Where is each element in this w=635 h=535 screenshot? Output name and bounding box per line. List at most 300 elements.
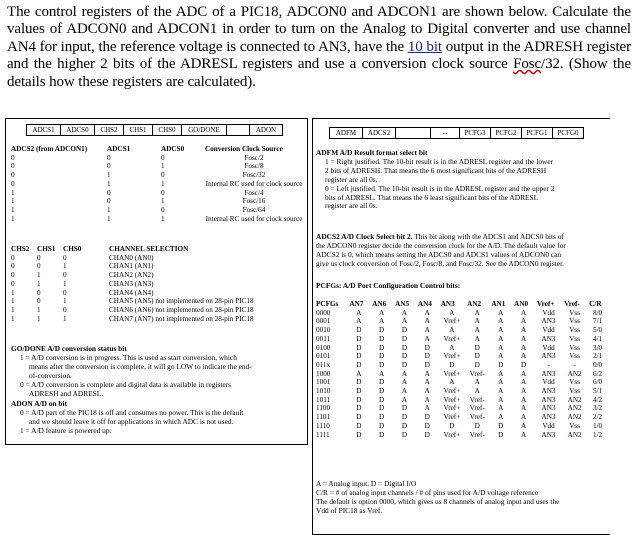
adcon1-bit-3: PCFG3 [460, 128, 491, 138]
pcfg-table-row-an0: A [520, 413, 527, 422]
channel-table-row [9, 271, 305, 280]
pcfg-table-row-cr: 1/0 [592, 421, 603, 430]
pcfg-table-row-vref-plus: AN3 [541, 317, 556, 326]
pcfg-table-row-an6: D [379, 404, 385, 413]
pcfg-table-row-vref-minus: AN2 [567, 369, 582, 378]
pcfg-table-row-an3: Vref+ [443, 317, 461, 326]
pcfg-table-row-an7: D [356, 352, 362, 361]
notes-line-3: The default is option 0000, which gives us 8 channels of analog input and uses the [316, 496, 560, 506]
clock-table-row-adcs0: 1 [161, 179, 165, 188]
pcfg-table-row-pcfgs: 1011 [316, 395, 331, 404]
adcs2-line-2: the ADCON0 register decide the conversion clock for the A/D. The default value for [316, 240, 566, 250]
question-fosc-misspelled: Fosc [513, 56, 542, 73]
pcfg-table-row-an5: D [401, 430, 408, 439]
pcfg-table-row-an1: D [498, 421, 504, 430]
godone-line-5: ADRESH and ADRESL. [29, 388, 104, 398]
adcon1-bit-1: PCFG1 [522, 128, 553, 138]
pcfg-table-row-an7: D [356, 334, 362, 343]
pcfg-table-row [314, 378, 608, 387]
clock-table-row-adcs1: 0 [107, 153, 111, 162]
channel-table-row-selection: CHAN6 (AN6) not implemented on 28-pin PIC18 [109, 305, 254, 314]
clock-table-row-adcs0: 1 [161, 197, 165, 206]
pcfg-table-row-an4: A [424, 387, 430, 396]
pcfg-col-an7: AN7 [349, 300, 364, 308]
adfm-description [316, 149, 606, 211]
adon-line-3: 1 = A/D feature is powered up. [20, 425, 112, 435]
adfm-line-3: register are all 0s. [325, 174, 378, 184]
pcfg-table-row-an1: A [498, 352, 504, 361]
pcfg-table-row-vref-plus: AN3 [541, 430, 556, 439]
pcfg-table-row-an1: D [498, 360, 504, 369]
pcfg-table-row-pcfgs: 011x [316, 360, 331, 369]
clock-table-row-source: Fosc/64 [242, 205, 266, 214]
pcfg-table-row-an7: D [356, 404, 362, 413]
pcfg-table-row [314, 352, 608, 361]
adcs2-line-3: ADCS2 is 0, which means setting the ADCS0 and ADCS1 values of ADCON0 can [316, 249, 562, 259]
clock-table-row-adcs2: 0 [11, 162, 15, 171]
pcfg-col-an4: AN4 [417, 300, 432, 308]
adcon0-bit-6: ADCS0 [61, 125, 95, 135]
adcon1-bit-7: ADFM [330, 128, 363, 138]
channel-table-row [9, 306, 305, 315]
pcfg-table-row-an6: D [379, 360, 385, 369]
pcfg-table-row-an1: A [498, 387, 504, 396]
clock-table-row-adcs0: 0 [161, 153, 165, 162]
pcfg-table-row-an1: A [498, 413, 504, 422]
channel-table-row-chs1: 1 [37, 279, 41, 288]
pcfg-table-row-an6: D [379, 378, 385, 387]
pcfg-table-row-an5: D [401, 404, 408, 413]
pcfg-table-row-an2: D [474, 352, 480, 361]
pcfg-table-row-vref-minus: Vss [569, 308, 581, 317]
pcfg-table-row-an2: Vref- [469, 395, 485, 404]
clock-table-row-adcs1: 1 [107, 214, 111, 223]
pcfg-table-row-an1: A [498, 395, 504, 404]
pcfg-table-row [314, 317, 608, 326]
pcfg-table-row-an4: D [424, 430, 430, 439]
pcfg-table-row-an0: A [520, 395, 527, 404]
pcfg-table-row-an1: A [498, 369, 504, 378]
clock-table-row [9, 197, 305, 206]
pcfg-table-row-an0: A [520, 421, 527, 430]
channel-table-row-chs0: 1 [63, 314, 67, 323]
pcfg-table-row-an4: A [424, 395, 430, 404]
pcfg-table-row [314, 413, 608, 422]
clock-col-source: Conversion Clock Source [205, 145, 283, 153]
pcfg-table-row-an5: D [401, 413, 408, 422]
pcfg-table-row-vref-plus: - [547, 360, 550, 369]
clock-table-row-source: Internal RC used for clock source [205, 214, 303, 223]
clock-table-row-adcs2: 0 [11, 171, 15, 180]
pcfg-table-row-cr: 3/2 [592, 404, 603, 413]
pcfg-table-row-an7: D [356, 395, 362, 404]
pcfg-table-row-pcfgs: 1100 [316, 404, 331, 413]
clock-table-row-adcs0: 1 [161, 214, 165, 223]
pcfg-table-row [314, 344, 608, 353]
godone-line-3: of-conversion. [29, 370, 72, 380]
channel-table-row-chs0: 0 [63, 253, 67, 262]
pcfg-table-row-cr: 3/0 [592, 343, 603, 352]
channel-table-row-chs2: 0 [11, 253, 15, 262]
clock-table-row-adcs0: 1 [161, 162, 165, 171]
pcfg-table-row-vref-minus: Vss [569, 352, 581, 361]
pcfg-table-row-cr: 2/2 [592, 413, 603, 422]
pcfg-table-row-an3: A [449, 343, 455, 352]
adcon0-bit-1 [227, 125, 250, 135]
pcfg-table-row-an7: D [356, 430, 362, 439]
pcfg-table-row-an3: A [449, 308, 455, 317]
channel-table-row-chs2: 1 [11, 314, 15, 323]
pcfg-table-row-an6: D [379, 326, 385, 335]
pcfg-table-row-pcfgs: 0101 [316, 352, 331, 361]
channel-table-row [9, 289, 305, 298]
clock-table-row-source: Fosc/4 [244, 188, 264, 197]
channel-col-selection: CHANNEL SELECTION [109, 245, 189, 253]
pcfg-table-row-cr: 6/2 [592, 369, 603, 378]
pcfg-table-row-an6: A [379, 369, 385, 378]
pcfg-table-row-an4: A [424, 317, 430, 326]
pcfg-table-row [314, 326, 608, 335]
pcfg-table-row-vref-plus: AN3 [541, 369, 556, 378]
pcfg-table-row-vref-minus: Vss [569, 334, 581, 343]
pcfg-table-row-an7: D [356, 421, 362, 430]
pcfg-table-row-an2: Vref- [469, 369, 485, 378]
pcfg-table-row-an5: D [401, 334, 408, 343]
pcfg-table-row-cr: 8/0 [592, 308, 603, 317]
channel-table-row-chs1: 1 [37, 314, 41, 323]
pcfg-table-row-vref-minus: Vss [569, 421, 581, 430]
pcfg-table-row-an1: A [498, 317, 504, 326]
channel-table-row-selection: CHAN2 (AN2) [109, 271, 154, 280]
channel-table-row-selection: CHAN5 (AN5) not implemented on 28-pin PIC18 [109, 297, 254, 306]
clock-table-row-source: Fosc/2 [244, 153, 264, 162]
pcfg-table-row-an6: A [379, 308, 385, 317]
pcfg-table-row [314, 431, 608, 440]
channel-table-row [9, 262, 305, 271]
pcfg-table-row-vref-plus: AN3 [541, 352, 556, 361]
pcfg-table-row [314, 387, 608, 396]
pcfg-table-row-an4: D [424, 352, 430, 361]
clock-table-row [9, 154, 305, 163]
pcfg-table-row-an2: A [474, 387, 480, 396]
pcfg-table-row-cr: 6/0 [592, 378, 603, 387]
pcfg-table-row [314, 309, 608, 318]
pcfg-table-row-an5: A [401, 378, 408, 387]
pcfg-table-row-an3: Vref+ [443, 430, 461, 439]
clock-table-row-adcs1: 1 [107, 171, 111, 180]
pcfg-table-row-an0: A [520, 369, 527, 378]
pcfg-table-row-vref-minus: - [573, 360, 576, 369]
adcon1-register-bits [329, 127, 584, 139]
pcfg-table-row-an3: D [449, 360, 455, 369]
channel-table-row-chs2: 0 [11, 271, 15, 280]
channel-col-chs2: CHS2 [11, 245, 30, 253]
pcfg-table-row-an3: D [449, 421, 455, 430]
adcon0-bit-4: CHS1 [124, 125, 153, 135]
pcfg-table-row-an4: D [424, 343, 430, 352]
pcfg-table-row-an0: A [520, 430, 527, 439]
pcfg-table-row [314, 335, 608, 344]
clock-col-adcs2: ADCS2 (from ADCON1) [11, 145, 88, 153]
pcfg-table-row-an3: Vref+ [443, 352, 461, 361]
pcfg-table-row-an2: A [474, 326, 480, 335]
pcfg-table-row-an1: A [498, 308, 504, 317]
channel-table-row-selection: CHAN7 (AN7) not implemented on 28-pin PIC18 [109, 314, 254, 323]
pcfg-table-row-an5: D [401, 343, 408, 352]
pcfg-table-row [314, 422, 608, 431]
pcfg-table-row-an5: A [401, 308, 408, 317]
channel-table-row [9, 297, 305, 306]
pcfg-table-row-cr: 4/1 [592, 334, 603, 343]
pcfg-table-row-an1: A [498, 404, 504, 413]
adcon1-bit-6: ADCS2 [363, 128, 396, 138]
adfm-line-4: 0 = Left justified. The 10-bit result is in the ADRESL register and the upper 2 [325, 183, 555, 193]
pcfg-table-row-vref-plus: Vdd [542, 421, 555, 430]
adon-line-1: 0 = A/D part of the PIC18 is off and consumes no power. This is the default [20, 407, 244, 417]
clock-table-row-adcs2: 1 [11, 205, 15, 214]
clock-table-row [9, 162, 305, 171]
pcfg-table-row-an4: A [424, 326, 430, 335]
pcfg-col-vref-plus: Vref+ [536, 300, 555, 308]
pcfg-table-row-vref-minus: AN2 [567, 404, 582, 413]
pcfg-table-row-an7: A [356, 317, 362, 326]
pcfg-table-row-an6: D [379, 421, 385, 430]
pcfg-table-row-an0: D [520, 360, 527, 369]
adcs2-description [316, 233, 606, 269]
channel-table-row-chs1: 0 [37, 297, 41, 306]
adfm-line-1: 1 = Right justified. The 10-bit result is in the ADRESL register and the lower [325, 156, 554, 166]
pcfg-title: PCFGs: A/D Port Configuration Control bits: [316, 281, 461, 290]
clock-table-row-adcs0: 0 [161, 205, 165, 214]
adcon1-bit-4: -- [431, 128, 460, 138]
pcfg-table-row-cr: 5/1 [592, 387, 603, 396]
pcfg-table-row-an5: A [401, 369, 408, 378]
pcfg-table-row-an0: A [520, 326, 527, 335]
clock-table-row [9, 215, 305, 224]
adcon0-register-bits [26, 124, 283, 136]
pcfg-table-row-an2: A [474, 308, 480, 317]
pcfg-table-row-pcfgs: 0011 [316, 334, 331, 343]
channel-col-chs0: CHS0 [63, 245, 82, 253]
clock-table-row [9, 189, 305, 198]
pcfg-table-row-an3: Vref+ [443, 334, 461, 343]
adcon0-bit-5: CHS2 [95, 125, 124, 135]
adon-line-2: and we should leave it off for applications in which ADC is not used. [29, 416, 234, 426]
channel-table-row-chs2: 1 [11, 288, 15, 297]
channel-table-row-chs0: 0 [63, 288, 67, 297]
clock-table-row [9, 206, 305, 215]
notes-line-1: A = Analog input, D = Digital I/O [316, 479, 417, 488]
pcfg-table-row-vref-plus: AN3 [541, 413, 556, 422]
pcfg-table-row-an6: A [379, 317, 385, 326]
pcfg-table-row-an3: Vref+ [443, 413, 461, 422]
pcfg-table-row-an6: D [379, 387, 385, 396]
clock-table-row-adcs1: 0 [107, 197, 111, 206]
channel-selection-table [9, 245, 305, 323]
pcfg-table-row-an5: D [401, 421, 408, 430]
adcon0-bit-3: CHS0 [153, 125, 182, 135]
adcon1-bit-2: PCFG2 [491, 128, 522, 138]
pcfg-table-row-cr: 0/0 [592, 360, 603, 369]
adfm-line-2: 2 bits of ADRESH. That means the 6 most significant bits of the ADRESH [325, 165, 547, 175]
pcfg-table-row-an4: A [424, 369, 430, 378]
pcfg-table-row-an7: D [356, 326, 362, 335]
adcs2-line-4: give us clock conversion of Fosc/2, Fosc/8, and Fosc/32. See the ADCON0 register. [316, 258, 564, 268]
pcfg-table-row-an4: D [424, 360, 430, 369]
clock-table-row [9, 180, 305, 189]
pcfg-table-row-an2: A [474, 378, 480, 387]
channel-table-row [9, 254, 305, 263]
pcfg-table-row-an7: D [356, 387, 362, 396]
clock-table-row-adcs2: 1 [11, 214, 15, 223]
pcfg-table-row-an5: D [401, 326, 408, 335]
channel-table-row-chs0: 1 [63, 297, 67, 306]
clock-table-row-source: Fosc/8 [244, 162, 264, 171]
clock-table-row-adcs1: 1 [107, 179, 111, 188]
channel-table-row [9, 280, 305, 289]
pcfg-table-row-an0: A [520, 308, 527, 317]
clock-table-row-adcs2: 1 [11, 188, 15, 197]
pcfg-table-row-an0: A [520, 317, 527, 326]
pcfg-table-row-pcfgs: 1001 [316, 378, 331, 387]
channel-table-row-chs2: 0 [11, 262, 15, 271]
pcfg-table-row-an2: A [474, 317, 480, 326]
pcfg-table-row-vref-minus: AN2 [567, 430, 582, 439]
pcfg-table-row-an2: A [474, 334, 480, 343]
pcfg-table-row-pcfgs: 0000 [316, 308, 331, 317]
pcfg-table-row-an2: D [474, 360, 480, 369]
channel-table-row-chs2: 1 [11, 297, 15, 306]
pcfg-table-row-vref-plus: Vdd [542, 378, 555, 387]
pcfg-table-row-an0: A [520, 404, 527, 413]
pcfg-table-row-an1: D [498, 430, 504, 439]
pcfg-table-row-an4: A [424, 334, 430, 343]
pcfg-table-row-an3: Vref+ [443, 369, 461, 378]
adon-title: ADON A/D on bit [11, 399, 68, 408]
pcfg-table-row-vref-minus: Vss [569, 317, 581, 326]
adcon0-bit-7: ADCS1 [27, 125, 61, 135]
pcfg-table-row-an1: A [498, 343, 504, 352]
pcfg-table [314, 300, 608, 439]
question-underlined-10bit: 10 bit [407, 38, 442, 55]
channel-table-row-selection: CHAN0 (AN0) [109, 253, 154, 262]
pcfg-table-row-an4: A [424, 378, 430, 387]
pcfg-table-row-pcfgs: 0100 [316, 343, 331, 352]
clock-table-header [9, 145, 305, 154]
pcfg-table-row-an7: D [356, 413, 362, 422]
pcfg-table-row-an4: A [424, 404, 430, 413]
godone-line-1: 1 = A/D conversion is in progress. This is used as start conversion, which [20, 352, 237, 362]
pcfg-table-row-an0: A [520, 334, 527, 343]
channel-table-row-chs0: 0 [63, 271, 67, 280]
pcfg-table-row-pcfgs: 1110 [316, 421, 330, 430]
channel-table-row-chs1: 1 [37, 271, 41, 280]
pcfg-col-an1: AN1 [491, 300, 506, 308]
pcfg-table-row-an3: Vref+ [443, 387, 461, 396]
godone-description [11, 345, 303, 398]
pcfg-col-an0: AN0 [514, 300, 529, 308]
godone-line-4: 0 = A/D conversion is complete and digital data is available in registers [20, 379, 232, 389]
pcfg-table-row-an3: Vref+ [443, 395, 461, 404]
pcfg-table-row-vref-plus: AN3 [541, 404, 556, 413]
adcon1-bit-5 [396, 128, 431, 138]
pcfg-table-row-an0: A [520, 387, 527, 396]
clock-table-row-adcs2: 0 [11, 179, 15, 188]
pcfg-table-header [314, 300, 608, 309]
adcon0-panel [5, 118, 308, 445]
pcfg-table-row-an1: A [498, 334, 504, 343]
clock-table-row-adcs2: 1 [11, 197, 15, 206]
clock-table-row [9, 171, 305, 180]
channel-table-row-chs1: 0 [37, 262, 41, 271]
pcfg-table-row-an2: Vref- [469, 413, 485, 422]
channel-table-row-selection: CHAN1 (AN1) [109, 262, 154, 271]
adfm-title: ADFM A/D Result format select bit [316, 148, 428, 157]
pcfg-table-row-vref-minus: Vss [569, 343, 581, 352]
pcfg-table-row-an5: A [401, 387, 408, 396]
channel-table-row-chs1: 1 [37, 305, 41, 314]
clock-table-row-source: Fosc/32 [242, 171, 266, 180]
question-part-b: output in the ADRESH register and the higher 2 bits of the ADRESL registers and use a conversion clock source [7, 38, 631, 73]
clock-table-row-adcs2: 0 [11, 153, 15, 162]
pcfg-table-row-vref-minus: Vss [569, 387, 581, 396]
pcfg-table-row-an6: D [379, 343, 385, 352]
pcfg-table-row-cr: 2/1 [592, 352, 603, 361]
pcfg-table-row-an6: D [379, 430, 385, 439]
pcfg-table-row-an2: D [474, 421, 480, 430]
pcfg-table-row-vref-minus: AN2 [567, 413, 582, 422]
godone-line-2: means after the conversion is complete, it will go LOW to indicate the end- [29, 361, 252, 371]
channel-table-row-chs0: 1 [63, 279, 67, 288]
pcfg-table-row-an7: A [356, 308, 362, 317]
pcfg-table-row-vref-plus: Vdd [542, 308, 555, 317]
channel-table-row-selection: CHAN3 (AN3) [109, 279, 154, 288]
adon-description [11, 400, 303, 436]
pcfg-table-row-an5: A [401, 317, 408, 326]
channel-table-row-chs0: 1 [63, 262, 67, 271]
channel-table-row-chs1: 0 [37, 253, 41, 262]
pcfg-table-row-an1: A [498, 326, 504, 335]
clock-col-adcs1: ADCS1 [107, 145, 131, 153]
pcfg-table-row-an0: A [520, 378, 527, 387]
pcfg-table-row-an2: Vref- [469, 404, 485, 413]
clock-table-row-adcs0: 0 [161, 188, 165, 197]
pcfg-table-row-pcfgs: 1101 [316, 413, 331, 422]
pcfg-table-row-an1: A [498, 378, 504, 387]
pcfg-table-row-an4: D [424, 413, 430, 422]
pcfg-table-row [314, 404, 608, 413]
pcfg-table-row-cr: 4/2 [592, 395, 603, 404]
pcfg-table-row-an6: D [379, 395, 385, 404]
adcs2-title: ADCS2 A/D Clock Select bit 2. [316, 232, 413, 241]
clock-table-row-adcs0: 0 [161, 171, 165, 180]
pcfg-table-row-an3: A [449, 326, 455, 335]
clock-table-row-adcs1: 0 [107, 162, 111, 171]
pcfg-col-an6: AN6 [372, 300, 387, 308]
pcfg-table-row-an5: D [401, 360, 408, 369]
pcfg-table-row-an7: D [356, 360, 362, 369]
pcfg-table-row-an7: D [356, 343, 362, 352]
godone-title: GO/DONE A/D conversion status bit [11, 344, 127, 353]
adcon1-bit-0: PCFG0 [557, 129, 579, 137]
pcfg-table-row-an5: A [401, 395, 408, 404]
notes-line-4: Vdd of PIC18 as Vref. [316, 505, 383, 515]
question-part-c: /32. (Show the details how these registers are calculated). [7, 56, 631, 90]
pcfg-table-row-an2: D [474, 343, 480, 352]
pcfg-table-row-an6: D [379, 413, 385, 422]
pcfg-table-row-vref-plus: Vdd [542, 326, 555, 335]
pcfg-table-row [314, 370, 608, 379]
